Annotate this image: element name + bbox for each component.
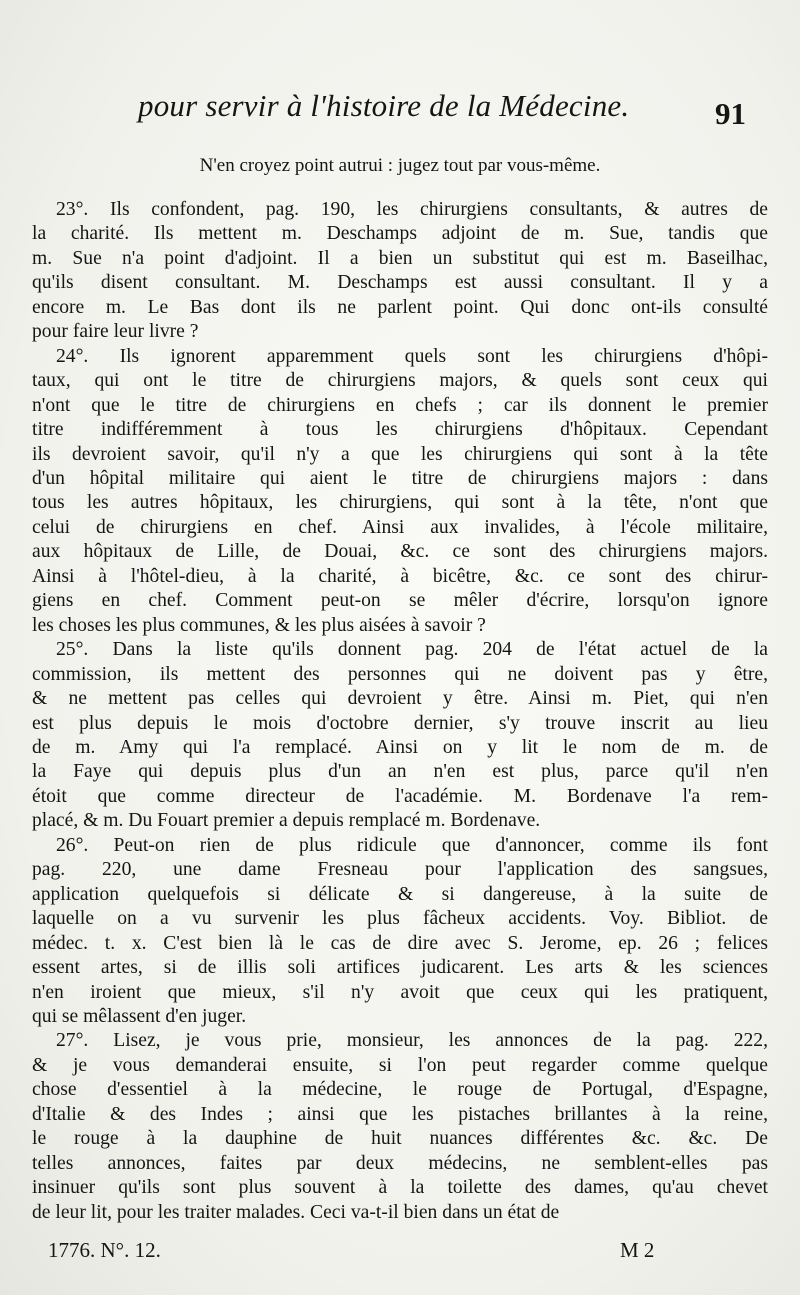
- text-line: 24°. Ils ignorent apparemment quels sont les chirurgiens d'hôpi-: [56, 345, 768, 367]
- text-line: médec. t. x. C'est bien là le cas de dire avec S. Jerome, ep. 26 ; felices: [32, 932, 768, 954]
- text-line: les choses les plus communes, & les plus aisées à savoir ?: [32, 614, 486, 636]
- text-line: m. Sue n'a point d'adjoint. Il a bien un substitut qui est m. Baseilhac,: [32, 247, 768, 269]
- text-line: étoit que comme directeur de l'académie. M. Bordenave l'a rem-: [32, 785, 768, 807]
- text-line: commission, ils mettent des personnes qui ne doivent pas y être,: [32, 663, 768, 685]
- text-line: chose d'essentiel à la médecine, le rouge de Portugal, d'Espagne,: [32, 1079, 768, 1101]
- signature-date: 1776. N°. 12.: [48, 1238, 161, 1262]
- paragraph: [32, 638, 768, 834]
- body-text: [32, 198, 768, 1225]
- running-head: [0, 88, 800, 132]
- text-line: encore m. Le Bas dont ils ne parlent point. Qui donc ont-ils consulté: [32, 296, 768, 318]
- text-line: essent artes, si de illis soli artifices judicarent. Les arts & les sciences: [32, 957, 768, 979]
- text-line: de m. Amy qui l'a remplacé. Ainsi on y lit le nom de m. de: [32, 736, 768, 758]
- text-line: & ne mettent pas celles qui devroient y être. Ainsi m. Piet, qui n'en: [32, 688, 768, 710]
- text-line: celui de chirurgiens en chef. Ainsi aux invalides, à l'école militaire,: [32, 516, 768, 538]
- page-footer: [0, 1238, 800, 1270]
- text-line: n'ont que le titre de chirurgiens en chefs ; car ils donnent le premier: [32, 394, 768, 416]
- paragraph: [32, 345, 768, 638]
- text-line: telles annonces, faites par deux médecins, ne semblent-elles pas: [32, 1152, 768, 1174]
- text-line: 27°. Lisez, je vous prie, monsieur, les annonces de la pag. 222,: [56, 1030, 768, 1052]
- text-line: ils devroient savoir, qu'il n'y a que les chirurgiens qui sont à la tête: [32, 443, 768, 465]
- text-line: tous les autres hôpitaux, les chirurgiens, qui sont à la tête, n'ont que: [32, 492, 768, 514]
- paragraph: [32, 834, 768, 1030]
- text-line: titre indifféremment à tous les chirurgiens d'hôpitaux. Cependant: [32, 419, 768, 441]
- text-line: n'en iroient que mieux, s'il n'y avoit que ceux qui les pratiquent,: [32, 981, 768, 1003]
- text-line: est plus depuis le mois d'octobre dernier, s'y trouve inscrit au lieu: [32, 712, 768, 734]
- running-head-title: pour servir à l'histoire de la Médecine.: [138, 88, 630, 123]
- text-line: Ainsi à l'hôtel-dieu, à la charité, à bicêtre, &c. ce sont des chirur-: [32, 565, 768, 587]
- text-line: pag. 220, une dame Fresneau pour l'application des sangsues,: [32, 859, 768, 881]
- text-line: 25°. Dans la liste qu'ils donnent pag. 204 de l'état actuel de la: [56, 639, 768, 661]
- text-line: qu'ils disent consultant. M. Deschamps est aussi consultant. Il y a: [32, 272, 768, 294]
- signature-mark: M 2: [620, 1238, 655, 1262]
- text-line: aux hôpitaux de Lille, de Douai, &c. ce sont des chirurgiens majors.: [32, 541, 768, 563]
- text-line: d'Italie & des Indes ; ainsi que les pistaches brillantes à la reine,: [32, 1103, 768, 1125]
- text-line: taux, qui ont le titre de chirurgiens majors, & quels sont ceux qui: [32, 370, 768, 392]
- text-line: insinuer qu'ils sont plus souvent à la toilette des dames, qu'au chevet: [32, 1177, 768, 1199]
- text-line: le rouge à la dauphine de huit nuances différentes &c. &c. De: [32, 1128, 768, 1150]
- text-line: & je vous demanderai ensuite, si l'on peut regarder comme quelque: [32, 1054, 768, 1076]
- text-line: de leur lit, pour les traiter malades. Ceci va-t-il bien dans un état de: [32, 1201, 560, 1223]
- page-number: 91: [715, 96, 746, 131]
- text-line: d'un hôpital militaire qui aient le titre de chirurgiens majors : dans: [32, 467, 768, 489]
- text-line: laquelle on a vu survenir les plus fâcheux accidents. Voy. Bibliot. de: [32, 908, 768, 930]
- text-line: giens en chef. Comment peut-on se mêler d'écrire, lorsqu'on ignore: [32, 590, 768, 612]
- text-line: 26°. Peut-on rien de plus ridicule que d'annoncer, comme ils font: [56, 834, 768, 856]
- text-line: la charité. Ils mettent m. Deschamps adjoint de m. Sue, tandis que: [32, 223, 768, 245]
- paragraph: [32, 1029, 768, 1225]
- text-line: pour faire leur livre ?: [32, 321, 199, 343]
- epigraph: N'en croyez point autrui : jugez tout par vous-même.: [199, 155, 601, 176]
- text-line: qui se mêlassent d'en juger.: [32, 1005, 247, 1027]
- text-line: application quelquefois si délicate & si dangereuse, à la suite de: [32, 883, 768, 905]
- text-line: placé, & m. Du Fouart premier a depuis remplacé m. Bordenave.: [32, 810, 541, 832]
- text-line: 23°. Ils confondent, pag. 190, les chirurgiens consultants, & autres de: [56, 199, 768, 220]
- text-line: la Faye qui depuis plus d'un an n'en est plus, parce qu'il n'en: [32, 761, 768, 783]
- paragraph: [32, 198, 768, 345]
